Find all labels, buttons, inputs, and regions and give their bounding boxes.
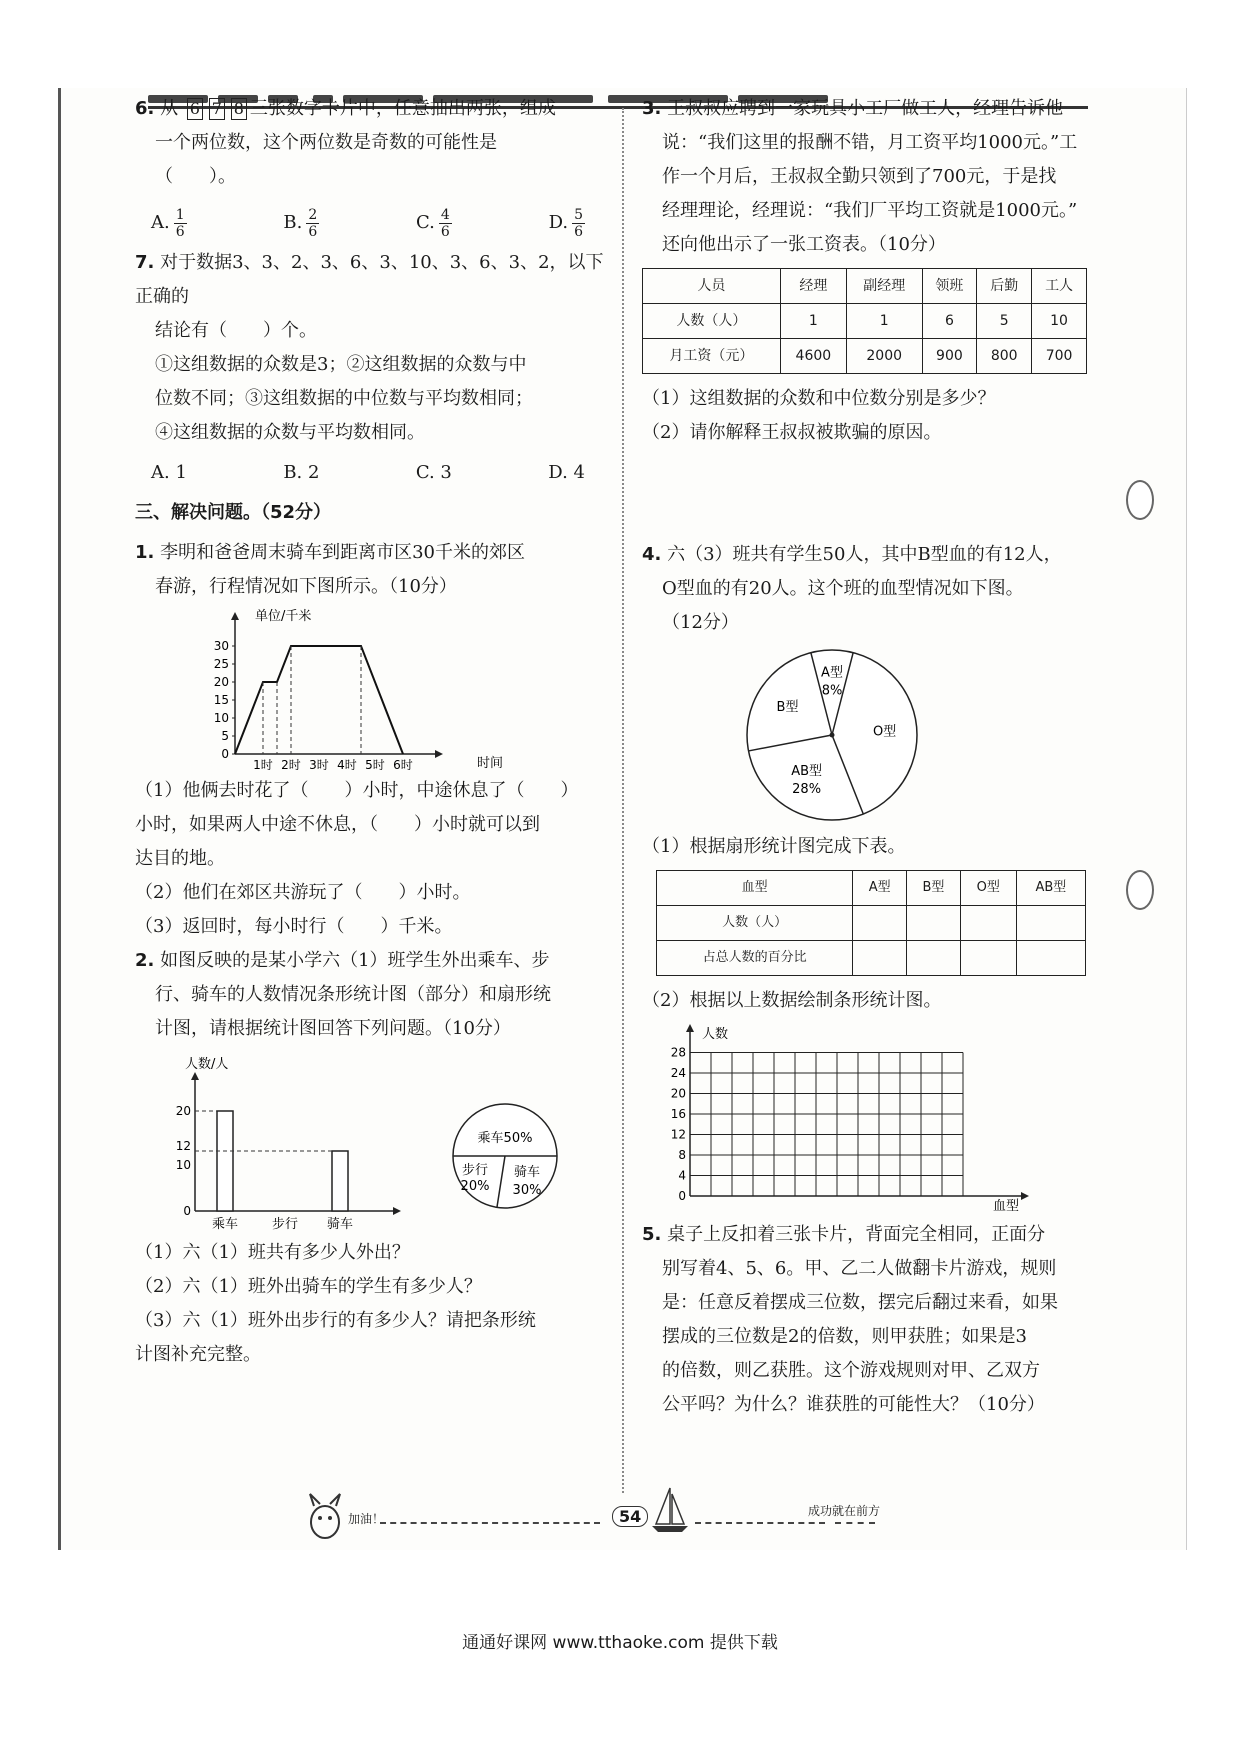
y-tick-label: 0 bbox=[678, 1189, 686, 1203]
left-column: 6. 从 6 7 8 三张数字卡片中，任意抽出两张，组成 一个两位数，这个两位数是奇数的可能性是 （ ）。 A. $\frac{1}{6}$ B. $\frac{2}{6}$ C. $\frac{4}{6}$ D. $\frac{5}{6}$ 7. 对于数据3、3、2、3、6、3、10、3、6、3、2，以下正确的 结论有（ ）个。 ①这组数据的众数是3；②这组数据的众数与中 位数不同；③这组数据的中位数与平均数相同； ④这组数据的众数与平均数相同。 A. 1 B. 2 C. 3 D. 4 三、解决问题。（52分） 1. 李明和爸爸周末骑车到距离市区30千米的郊区 春游，行程情况如下图所示。（10分） 单位/千米 时间 0 5 10 15 20 25 30 1时 2时 3时 4时 5时 6时 （1）他俩去时花了（ ）小时，中途休息了（ ） 小时，如果两人中途不休息，（ ）小时就可以到 达目的地。 （2）他们在郊区共游玩了（ ）小时。 （3）返回时，每小时行（ ）千米。 2. 如图反映的是某小学六（1）班学生外出乘车、步 行、骑车的人数情况条形统计图（部分）和扇形统 计图，请根据统计图回答下列问题。（10分） 人数/人 0 10 12 20 乘车 步行 骑车 乘车50% 骑车 30% 步行 20% （1）六（1）班共有多少人外出？ （2）六（1）班外出骑车的学生有多少人？ （3）六（1）班外出步行的有多少人？请把条形统 计图补充完整。 bbox=[135, 92, 605, 1372]
chart-xlabel: 时间 bbox=[477, 756, 504, 771]
pie-label: B型 bbox=[776, 699, 799, 715]
x-category-label: 步行 bbox=[271, 1217, 299, 1232]
answer-cell[interactable] bbox=[960, 941, 1016, 976]
right-column: 3. 王叔叔应聘到一家玩具小工厂做工人，经理告诉他 说：“我们这里的报酬不错，月工资平均1000元。”工 作一个月后，王叔叔全勤只领到了700元，于是找 经理理论，经理说：“我们厂平均工资就是1000元。” 还向他出示了一张工资表。（10分） 人员 经理 副经理 领班 后勤 工人 人数（人） 1 1 6 5 10 月工资（元） 4600 2000 900 800 700 （1）这组数据的众数和中位数分别是多少？ （2）请你解释王叔叔被欺骗的原因。 4. 六（3）班共有学生50人，其中B型血的有12人， O型血的有20人。这个班的血型情况如下图。 （12分） A型 8% O型 AB型 28% B型 （1）根据扇形统计图完成下表。 血型 A型 B型 O型 AB型 人数（人） 占总人数的百分比 （2）根据以上数据绘制条形统计图。 人数 血型 0 4 8 12 16 20 24 28 5. 桌子上反扣着三张卡片，背面完全相同，正面分 别写着4、5、6。甲、乙二人做翻卡片游戏，规则 是：任意反着摆成三位数，摆完后翻过来看，如果 摆成的三位数是2的倍数，则甲获胜；如果是3 的倍数，则乙获胜。这个游戏规则对甲、乙双方 公平吗？为什么？谁获胜的可能性大？（10分） bbox=[642, 92, 1112, 1422]
motto-text: 成功就在前方 bbox=[808, 1504, 881, 1518]
x-tick-label: 5时 bbox=[365, 758, 385, 772]
blood-type-pie-chart bbox=[642, 640, 1112, 830]
x-category-label: 骑车 bbox=[326, 1217, 354, 1232]
punch-hole bbox=[1126, 480, 1154, 520]
question-6: 6. 从 6 7 8 三张数字卡片中，任意抽出两张，组成 bbox=[135, 98, 556, 119]
wage-table bbox=[642, 268, 1087, 374]
x-axis-arrow bbox=[435, 750, 443, 758]
y-tick-label: 28 bbox=[670, 1045, 686, 1060]
bar bbox=[217, 1111, 233, 1211]
download-credit: 通通好课网 www.tthaoke.com 提供下载 bbox=[462, 1633, 778, 1653]
table-row: 占总人数的百分比 bbox=[657, 941, 1086, 976]
y-axis-arrow bbox=[191, 1072, 199, 1080]
y-tick-label: 12 bbox=[175, 1139, 191, 1153]
grid-ylabel: 人数 bbox=[702, 1027, 729, 1042]
section-title: 三、解决问题。（52分） bbox=[135, 502, 332, 523]
problem-4: 4. 六（3）班共有学生50人，其中B型血的有12人， bbox=[642, 544, 1062, 565]
choice-d[interactable]: D. $\frac{5}{6}$ bbox=[548, 206, 583, 240]
chart-ylabel: 单位/千米 bbox=[255, 609, 312, 624]
blood-type-bar-grid[interactable] bbox=[642, 1018, 1112, 1218]
y-tick-label: 20 bbox=[175, 1104, 191, 1118]
digit-card: 6 bbox=[187, 98, 203, 120]
q7-choices bbox=[151, 456, 605, 490]
answer-cell[interactable] bbox=[853, 906, 907, 941]
pie-label: 28% bbox=[792, 782, 822, 798]
pie-label: A型 bbox=[821, 665, 843, 681]
choice-b[interactable]: B. $\frac{2}{6}$ bbox=[283, 206, 318, 240]
x-tick-label: 1时 bbox=[253, 758, 273, 772]
table-row: 月工资（元） 4600 2000 900 800 700 bbox=[643, 339, 1087, 374]
y-tick-label: 20 bbox=[670, 1086, 686, 1101]
pie-label: 30% bbox=[512, 1183, 542, 1198]
pie-label: 乘车50% bbox=[477, 1131, 533, 1146]
y-tick-label: 10 bbox=[213, 711, 229, 725]
table-header-row: 血型 A型 B型 O型 AB型 bbox=[657, 871, 1086, 906]
y-tick-label: 15 bbox=[213, 693, 229, 707]
bar-ylabel: 人数/人 bbox=[185, 1057, 229, 1072]
answer-cell[interactable] bbox=[1016, 941, 1085, 976]
choice-a[interactable]: A. $\frac{1}{6}$ bbox=[151, 206, 185, 240]
travel-charts bbox=[135, 1046, 605, 1236]
pie-label: O型 bbox=[872, 724, 897, 740]
y-tick-label: 10 bbox=[175, 1158, 191, 1172]
x-tick-label: 6时 bbox=[393, 758, 413, 772]
pie-label: 骑车 bbox=[513, 1165, 541, 1180]
choice-c[interactable]: C. $\frac{4}{6}$ bbox=[416, 206, 450, 240]
wave-line bbox=[380, 1522, 600, 1524]
choice-c[interactable]: C. 3 bbox=[415, 462, 452, 483]
y-tick-label: 12 bbox=[670, 1127, 686, 1142]
mascot-icon bbox=[300, 1492, 350, 1542]
wave-line bbox=[835, 1522, 875, 1524]
page-footer bbox=[270, 1492, 970, 1562]
choice-a[interactable]: A. 1 bbox=[151, 462, 187, 483]
pie-label: 20% bbox=[460, 1179, 490, 1194]
answer-cell[interactable] bbox=[853, 941, 907, 976]
x-tick-label: 2时 bbox=[281, 758, 301, 772]
pie-label: 步行 bbox=[461, 1163, 489, 1178]
digit-card: 8 bbox=[231, 98, 247, 120]
q6-choices bbox=[151, 206, 605, 240]
column-divider bbox=[622, 108, 624, 1493]
distance-line bbox=[235, 646, 403, 754]
cheer-text: 加油！ bbox=[348, 1512, 385, 1526]
x-tick-label: 3时 bbox=[309, 758, 329, 772]
problem-3: 3. 王叔叔应聘到一家玩具小工厂做工人，经理告诉他 bbox=[642, 98, 1064, 119]
wave-line bbox=[695, 1522, 825, 1524]
problem-1: 1. 李明和爸爸周末骑车到距离市区30千米的郊区 bbox=[135, 542, 526, 563]
y-tick-label: 0 bbox=[221, 747, 229, 761]
y-axis-arrow bbox=[686, 1024, 694, 1032]
pie-center bbox=[830, 733, 835, 738]
y-tick-label: 24 bbox=[670, 1066, 686, 1080]
answer-space[interactable] bbox=[642, 450, 1112, 538]
distance-line-chart bbox=[135, 604, 605, 774]
page-number: 54 bbox=[612, 1506, 648, 1527]
y-tick-label: 0 bbox=[183, 1204, 191, 1218]
digit-card: 7 bbox=[209, 98, 225, 120]
bar bbox=[332, 1151, 348, 1211]
problem-2: 2. 如图反映的是某小学六（1）班学生外出乘车、步 bbox=[135, 950, 550, 971]
pie-label: AB型 bbox=[791, 764, 823, 780]
y-tick-label: 25 bbox=[213, 657, 229, 671]
x-axis-arrow bbox=[393, 1207, 401, 1215]
table-row: 人数（人） bbox=[657, 906, 1086, 941]
answer-cell[interactable] bbox=[1016, 906, 1085, 941]
y-tick-label: 8 bbox=[678, 1148, 686, 1162]
x-tick-label: 4时 bbox=[337, 758, 357, 772]
y-tick-label: 16 bbox=[670, 1107, 686, 1121]
y-tick-label: 5 bbox=[221, 729, 229, 743]
choice-b[interactable]: B. 2 bbox=[283, 462, 320, 483]
table-row: 人数（人） 1 1 6 5 10 bbox=[643, 304, 1087, 339]
table-header-row: 人员 经理 副经理 领班 后勤 工人 bbox=[643, 269, 1087, 304]
y-tick-label: 30 bbox=[213, 639, 229, 653]
y-axis-arrow bbox=[231, 612, 239, 620]
y-tick-label: 4 bbox=[678, 1168, 686, 1183]
x-axis-arrow bbox=[1021, 1192, 1029, 1200]
sailboat-icon bbox=[650, 1484, 690, 1534]
choice-d[interactable]: D. 4 bbox=[548, 462, 585, 483]
problem-5: 5. 桌子上反扣着三张卡片，背面完全相同，正面分 bbox=[642, 1224, 1046, 1245]
answer-cell[interactable] bbox=[960, 906, 1016, 941]
y-tick-label: 20 bbox=[213, 675, 229, 689]
question-7: 7. 对于数据3、3、2、3、6、3、10、3、6、3、2，以下正确的 bbox=[135, 252, 604, 307]
punch-hole bbox=[1126, 870, 1154, 910]
answer-cell[interactable] bbox=[907, 941, 961, 976]
answer-cell[interactable] bbox=[907, 906, 961, 941]
blood-type-table bbox=[656, 870, 1086, 976]
pie-label: 8% bbox=[821, 683, 843, 699]
x-category-label: 乘车 bbox=[211, 1217, 239, 1232]
grid-xlabel: 血型 bbox=[993, 1199, 1020, 1214]
